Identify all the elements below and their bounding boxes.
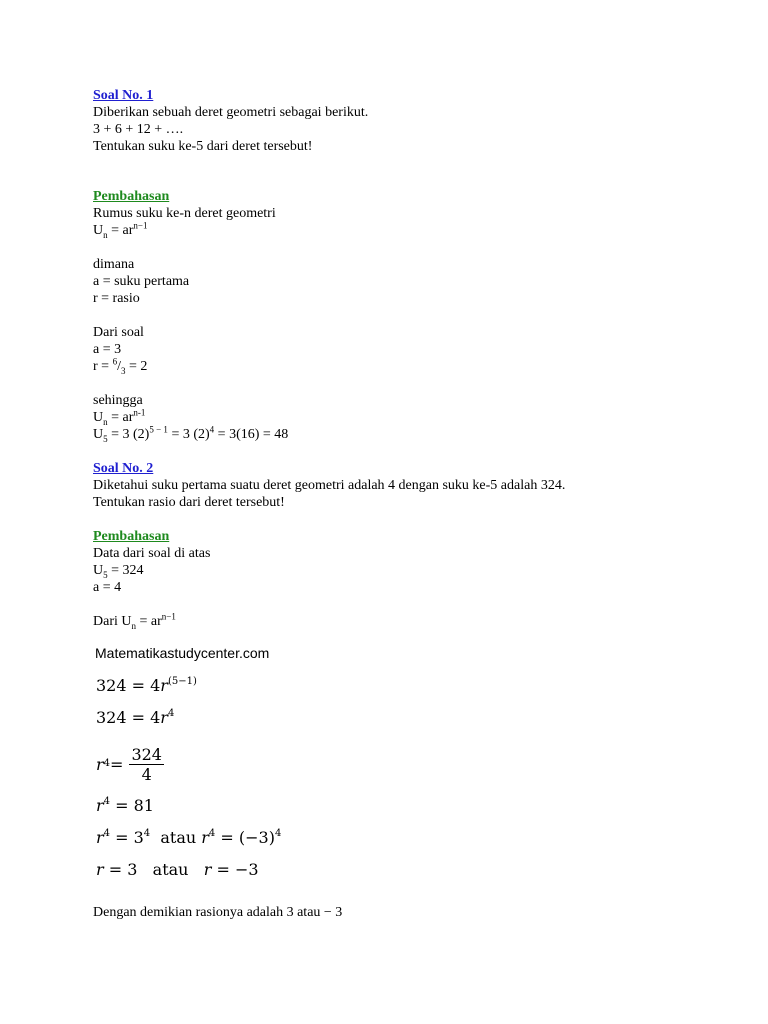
math-line-1: $324 = 4r^{(5-1)}$ — [96, 676, 197, 695]
soal-2-line-1: Diketahui suku pertama suatu deret geometri adalah 4 dengan suku ke-5 adalah 324. — [93, 478, 566, 493]
fraction: $\frac{324}{4}$ — [131, 744, 162, 784]
soal-2-heading: Soal No. 2 — [93, 461, 154, 476]
r-value: $r = ^6/_3 = 2$ — [93, 356, 148, 376]
soal-1-line-2: 3 + 6 + 12 + …. — [93, 122, 184, 137]
dimana-label: dimana — [93, 257, 135, 272]
math-line-2: $324 = 4r^4$ — [96, 708, 175, 727]
conclusion: Dengan demikian rasionya adalah 3 atau − 3 — [93, 905, 343, 920]
u5-value: $U_5 = 324$ — [93, 563, 144, 580]
pembahasan-2-intro: Data dari soal di atas — [93, 546, 211, 561]
pembahasan-2-heading: Pembahasan — [93, 529, 170, 544]
soal-1-line-3: Tentukan suku ke-5 dari deret tersebut! — [93, 139, 313, 154]
math-line-4: $r^4 = 81$ — [96, 796, 154, 815]
dari-soal-label: Dari soal — [93, 325, 144, 340]
sehingga-label: sehingga — [93, 393, 143, 408]
a-value-2: a = 4 — [93, 580, 122, 595]
soal-2-line-2: Tentukan rasio dari deret tersebut! — [93, 495, 285, 510]
r-definition: r = rasio — [93, 291, 140, 306]
formula-un: $U_n = ar^{n-1}$ — [93, 220, 148, 240]
math-line-5: $r^4 = 3^4$ atau $r^4 = (-3)^4$ — [96, 828, 282, 847]
math-line-6: r = 3 atau r = −3 — [96, 860, 259, 879]
soal-1-line-1: Diberikan sebuah deret geometri sebagai berikut. — [93, 105, 369, 120]
soal-1-heading: Soal No. 1 — [93, 88, 154, 103]
u5-calculation: $U_5 = 3$ $(2)^{5 - 1} = 3$ $(2)^4 = 3(16) = 48$ — [93, 424, 289, 444]
a-definition: a = suku pertama — [93, 274, 190, 289]
site-watermark: Matematikastudycenter.com — [95, 645, 270, 661]
pembahasan-1-heading: Pembahasan — [93, 189, 170, 204]
formula-un-2: $U_n = ar^{n-1}$ — [93, 407, 146, 427]
pembahasan-1-intro: Rumus suku ke-n deret geometri — [93, 206, 276, 221]
math-line-3: r 4 = $\frac{324}{4}$ — [96, 744, 162, 784]
a-value: a = 3 — [93, 342, 122, 357]
dari-un-formula: Dari $U_n = ar^{n-1}$ — [93, 611, 176, 631]
document-page — [93, 87, 733, 921]
